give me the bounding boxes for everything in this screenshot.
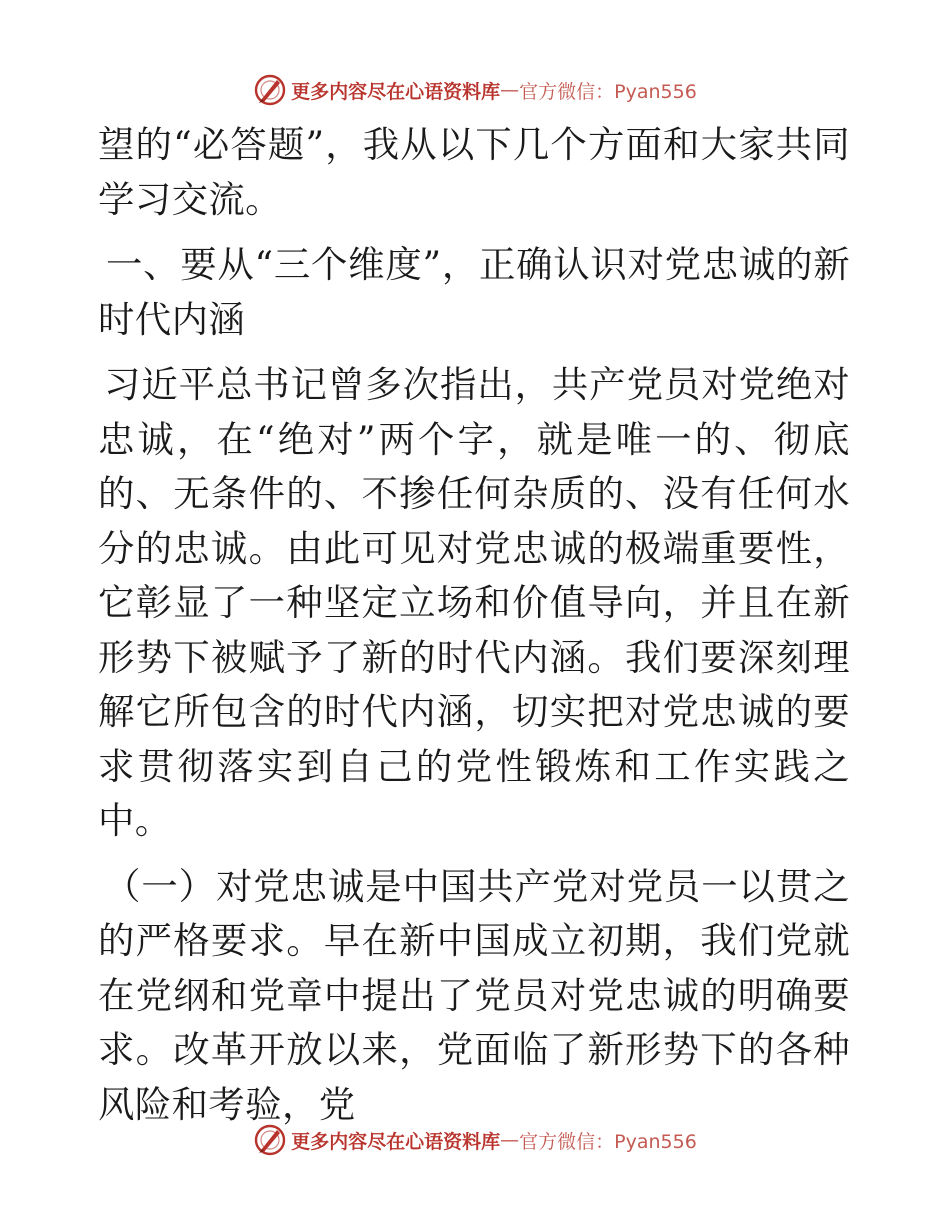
paragraph-subsection-1: （一）对党忠诚是中国共产党对党员一以贯之的严格要求。早在新中国成立初期，我们党就在党纲和党章中提出了党员对党忠诚的明确要求。改革开放以来，党面临了新形势下的各种风险和考验，党 [98,864,850,1126]
header-banner [0,70,950,110]
banner-title: 更多内容尽在心语资料库 [291,80,501,103]
banner-dash: — [500,1129,520,1151]
feather-pen-seal-icon [253,1123,287,1157]
banner-title: 更多内容尽在心语资料库 [291,1130,501,1153]
paragraph-quote: 习近平总书记曾多次指出，共产党员对党绝对忠诚，在“绝对”两个字，就是唯一的、彻底的、无条件的、不掺任何杂质的、没有任何水分的忠诚。由此可见对党忠诚的极端重要性，它彰显了一种坚定立场和价值导向，并且在新形势下被赋予了新的时代内涵。我们要深刻理解它所包含的时代内涵，切实把对党忠诚的要求贯彻落实到自己的党性锻炼和工作实践之中。 [98,363,850,842]
feather-pen-seal-icon [253,73,287,107]
banner-dash: — [500,79,520,101]
banner-wechat: 官方微信：Pyan556 [519,80,697,103]
banner-wechat: 官方微信：Pyan556 [519,1130,697,1153]
footer-banner [0,1120,950,1160]
section-heading: 一、要从“三个维度”，正确认识对党忠诚的新时代内涵 [98,243,850,341]
paragraph-intro: 望的“必答题”，我从以下几个方面和大家共同学习交流。 [98,123,850,221]
document-body [98,118,850,1132]
